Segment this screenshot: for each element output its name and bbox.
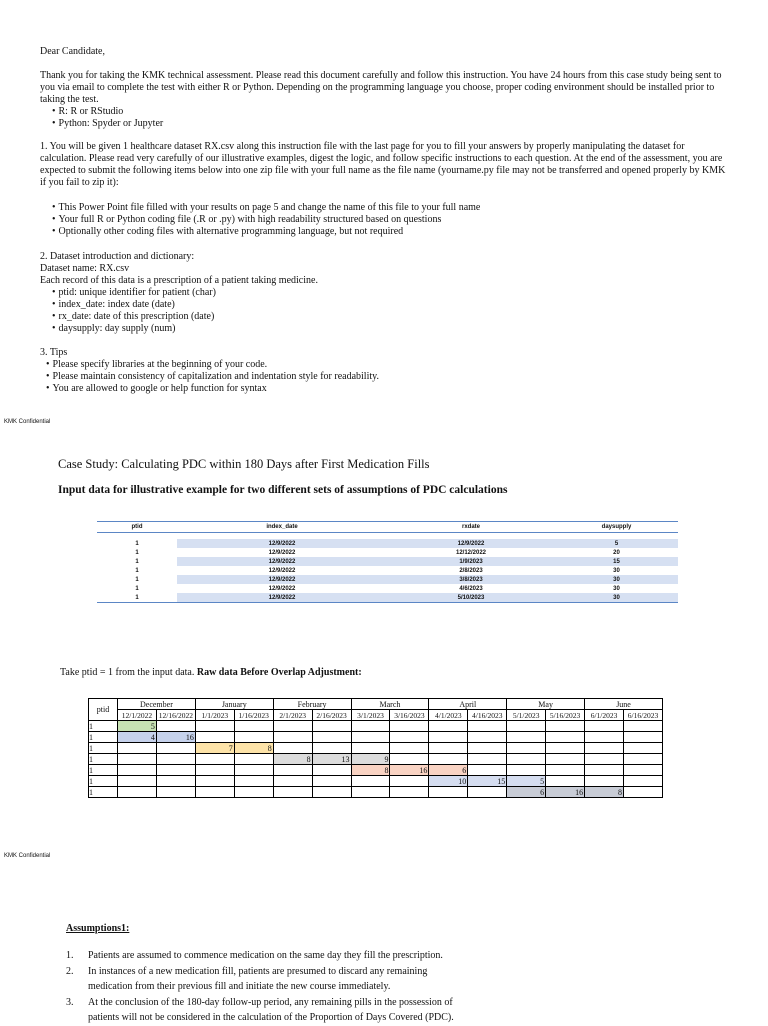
table-cell: 12/9/2022: [177, 539, 387, 548]
table-cell: 12/12/2022: [455, 549, 487, 556]
date-header: 6/1/2023: [585, 710, 624, 721]
coverage-cell: [156, 721, 195, 732]
coverage-cell: [429, 721, 468, 732]
month-header: March: [351, 699, 429, 710]
coverage-cell: 8: [585, 787, 624, 798]
confidential-label: KMK Confidential: [4, 419, 51, 425]
dataset-name: Dataset name: RX.csv: [40, 263, 130, 274]
list-item: • Please maintain consistency of capitalization and indentation style for readability.: [46, 371, 730, 383]
coverage-cell: [156, 754, 195, 765]
assumption-text: [88, 995, 454, 1026]
input-data-heading: Input data for illustrative example for two different sets of assumptions of PDC calculations: [58, 484, 508, 496]
coverage-cell: [273, 721, 312, 732]
input-data-table: [97, 521, 678, 603]
coverage-cell: [312, 743, 351, 754]
table-row: [97, 548, 678, 557]
ptid-cell: 1: [89, 721, 118, 732]
coverage-cell: [546, 732, 585, 743]
list-item: • Your full R or Python coding file (.R or .py) with high readability structured based on questions: [52, 214, 730, 226]
coverage-cell: [351, 787, 390, 798]
coverage-cell: [585, 776, 624, 787]
coverage-cell: 13: [312, 754, 351, 765]
list-item: • This Power Point file filled with your results on page 5 and change the name of this file to your full name: [52, 202, 730, 214]
list-item: • R: R or RStudio: [52, 106, 730, 118]
coverage-cell: [468, 765, 507, 776]
raw-data-heading: [60, 667, 362, 678]
coverage-cell: [468, 754, 507, 765]
date-header: 12/16/2022: [156, 710, 195, 721]
date-header: 1/1/2023: [195, 710, 234, 721]
calendar-row: [89, 721, 663, 732]
calendar-row: [89, 787, 663, 798]
list-item: • You are allowed to google or help function for syntax: [46, 383, 730, 395]
assumption-line: Patients are assumed to commence medication on the same day they fill the prescription.: [88, 950, 443, 961]
coverage-cell: [507, 765, 546, 776]
coverage-cell: [312, 776, 351, 787]
month-header: April: [429, 699, 507, 710]
coverage-cell: 6: [507, 787, 546, 798]
coverage-cell: 9: [351, 754, 390, 765]
month-header: February: [273, 699, 351, 710]
coverage-cell: 16: [390, 765, 429, 776]
coverage-cell: [273, 732, 312, 743]
coverage-cell: [234, 776, 273, 787]
coverage-cell: [195, 787, 234, 798]
coverage-cell: [156, 765, 195, 776]
table-cell: 5/10/2023: [387, 593, 555, 603]
coverage-cell: [546, 721, 585, 732]
table-cell: 5: [555, 539, 678, 548]
date-header: 4/1/2023: [429, 710, 468, 721]
coverage-cell: [546, 754, 585, 765]
case-study-title: Case Study: Calculating PDC within 180 Days after First Medication Fills: [58, 457, 430, 471]
table-cell: 1: [135, 585, 139, 592]
date-header: 5/1/2023: [507, 710, 546, 721]
table-row: [97, 566, 678, 575]
coverage-cell: 15: [468, 776, 507, 787]
table-cell: 3/8/2023: [387, 575, 555, 584]
table-cell: 4/6/2023: [459, 585, 483, 592]
ptid-header: ptid: [89, 699, 118, 721]
calendar-row: [89, 765, 663, 776]
coverage-cell: [468, 721, 507, 732]
date-header: 1/16/2023: [234, 710, 273, 721]
submit-items-list: [40, 202, 730, 238]
coverage-cell: [118, 754, 157, 765]
tips-list: [40, 359, 730, 395]
coverage-cell: [234, 787, 273, 798]
table-row: [97, 584, 678, 593]
table-row: [97, 557, 678, 566]
table-cell: 1: [135, 567, 139, 574]
table-cell: 1: [135, 576, 139, 583]
calendar-row: [89, 743, 663, 754]
coverage-cell: [429, 787, 468, 798]
month-header: December: [118, 699, 196, 710]
date-header: 2/16/2023: [312, 710, 351, 721]
table-row: [97, 575, 678, 584]
table-cell: 30: [555, 575, 678, 584]
table-cell: 20: [613, 549, 620, 556]
coverage-cell: [312, 787, 351, 798]
coverage-cell: [507, 754, 546, 765]
coverage-cell: [468, 787, 507, 798]
coverage-cell: [234, 765, 273, 776]
assumption-line: medication from their previous fill and initiate the new course immediately.: [88, 981, 391, 992]
coverage-cell: [195, 776, 234, 787]
coverage-cell: [273, 743, 312, 754]
section-3-title: 3. Tips: [40, 347, 68, 358]
calendar-row: [89, 776, 663, 787]
coverage-cell: [585, 721, 624, 732]
ptid-cell: 1: [89, 776, 118, 787]
date-header: 4/16/2023: [468, 710, 507, 721]
coverage-cell: [546, 743, 585, 754]
ptid-cell: 1: [89, 787, 118, 798]
coverage-cell: [623, 776, 662, 787]
coverage-cell: 8: [273, 754, 312, 765]
data-dictionary-list: [40, 287, 730, 335]
month-header: May: [507, 699, 585, 710]
calendar-row: [89, 732, 663, 743]
coverage-cell: 8: [234, 743, 273, 754]
coverage-cell: [390, 721, 429, 732]
coverage-cell: [390, 776, 429, 787]
coverage-cell: [351, 776, 390, 787]
date-header: 3/16/2023: [390, 710, 429, 721]
ptid-cell: 1: [89, 732, 118, 743]
table-cell: 1/9/2023: [387, 557, 555, 566]
coverage-cell: [351, 732, 390, 743]
coverage-cell: 7: [195, 743, 234, 754]
coverage-cell: [195, 732, 234, 743]
assumption-text: [88, 948, 443, 964]
table-cell: 12/9/2022: [177, 557, 387, 566]
assumption-text: [88, 964, 427, 995]
coverage-cell: [623, 721, 662, 732]
assumption-item: [66, 964, 506, 995]
assumption-line: patients will not be considered in the calculation of the Proportion of Days Covered (PDC).: [88, 1012, 454, 1023]
table-cell: 12/9/2022: [387, 539, 555, 548]
coverage-cell: [429, 732, 468, 743]
list-item: • Please specify libraries at the beginning of your code.: [46, 359, 730, 371]
assumptions-title: Assumptions1:: [66, 923, 130, 934]
coverage-cell: 8: [351, 765, 390, 776]
coverage-cell: [390, 787, 429, 798]
coverage-cell: [351, 721, 390, 732]
table-cell: 1: [135, 540, 139, 547]
coverage-cell: [195, 721, 234, 732]
ptid-cell: 1: [89, 765, 118, 776]
intro-paragraph: Thank you for taking the KMK technical assessment. Please read this document carefully and follow this instruction. You have 24 hours from this case study being sent to you via email to complete the test with either R or Python. Depending on the programming language you choose, proper coding environment should be installed prior to taking the test.: [40, 70, 722, 105]
assumption-item: [66, 995, 506, 1026]
coverage-cell: [273, 765, 312, 776]
table-cell: 30: [613, 567, 620, 574]
date-header: 2/1/2023: [273, 710, 312, 721]
coverage-cell: [234, 732, 273, 743]
coverage-cell: [585, 732, 624, 743]
assumptions-list: [66, 948, 506, 1026]
assumption-number: 2.: [66, 965, 74, 977]
coverage-cell: [429, 743, 468, 754]
coverage-cell: [390, 743, 429, 754]
confidential-label-2: KMK Confidential: [4, 853, 51, 859]
coverage-cell: [585, 743, 624, 754]
list-item: • Python: Spyder or Jupyter: [52, 118, 730, 130]
coverage-cell: [507, 732, 546, 743]
raw-heading-bold: Raw data Before Overlap Adjustment:: [196, 667, 362, 678]
coverage-cell: [156, 787, 195, 798]
list-item: • ptid: unique identifier for patient (char): [52, 287, 730, 299]
coverage-cell: [234, 721, 273, 732]
coverage-cell: [390, 732, 429, 743]
coverage-cell: [273, 787, 312, 798]
coverage-cell: [195, 754, 234, 765]
coverage-cell: [623, 765, 662, 776]
coverage-cell: [156, 776, 195, 787]
column-header: ptid: [97, 522, 177, 533]
coverage-cell: [623, 743, 662, 754]
coverage-cell: [507, 721, 546, 732]
coverage-cell: 5: [507, 776, 546, 787]
coverage-cell: [623, 787, 662, 798]
list-item: • daysupply: day supply (num): [52, 323, 730, 335]
table-cell: 12/9/2022: [177, 575, 387, 584]
table-cell: 12/9/2022: [268, 585, 296, 592]
coverage-cell: [156, 743, 195, 754]
coverage-cell: 10: [429, 776, 468, 787]
environment-list: [40, 106, 730, 130]
coverage-cell: [118, 776, 157, 787]
table-cell: 30: [555, 593, 678, 603]
assumption-line: At the conclusion of the 180-day follow-up period, any remaining pills in the possession of: [88, 996, 453, 1008]
list-item: • index_date: index date (date): [52, 299, 730, 311]
coverage-cell: [546, 776, 585, 787]
assumption-item: [66, 948, 506, 964]
coverage-cell: [195, 765, 234, 776]
coverage-cell: [273, 776, 312, 787]
table-cell: 1: [135, 549, 139, 556]
table-cell: 30: [613, 585, 620, 592]
coverage-cell: [546, 765, 585, 776]
coverage-cell: [118, 743, 157, 754]
coverage-cell: 5: [118, 721, 157, 732]
coverage-cell: [429, 754, 468, 765]
section-1-paragraph: 1. You will be given 1 healthcare dataset RX.csv along this instruction file with the last page for you to fill your answers by properly manipulating the dataset for calculation. Please read very carefully of our illustrative examples, digest the logic, and follow specific instructions to each question. At the end of the assessment, you are expected to submit the following items below into one zip file with your full name as the file name (yourname.py file may not be transferred and opened properly by KMK if you fail to zip it):: [40, 141, 726, 188]
coverage-cell: [623, 754, 662, 765]
coverage-cell: [118, 787, 157, 798]
assumption-number: 3.: [66, 996, 74, 1008]
coverage-cell: [507, 743, 546, 754]
list-item: • rx_date: date of this prescription (date): [52, 311, 730, 323]
coverage-cell: [312, 732, 351, 743]
month-header: January: [195, 699, 273, 710]
coverage-cell: 6: [429, 765, 468, 776]
coverage-cell: [585, 765, 624, 776]
table-row: [97, 593, 678, 603]
coverage-cell: [118, 765, 157, 776]
month-header: June: [585, 699, 663, 710]
record-description: Each record of this data is a prescription of a patient taking medicine.: [40, 275, 318, 286]
table-cell: 1: [97, 593, 177, 603]
coverage-cell: [390, 754, 429, 765]
coverage-cell: [468, 743, 507, 754]
instruction-letter: [40, 46, 730, 395]
column-header: daysupply: [555, 522, 678, 533]
table-row: [97, 539, 678, 548]
raw-heading-prefix: Take ptid = 1 from the input data.: [60, 667, 197, 678]
date-header: 3/1/2023: [351, 710, 390, 721]
column-header: index_date: [177, 522, 387, 533]
table-cell: 2/8/2023: [459, 567, 483, 574]
table-cell: 12/9/2022: [268, 567, 296, 574]
coverage-cell: [585, 754, 624, 765]
column-header: rxdate: [387, 522, 555, 533]
calendar-row: [89, 754, 663, 765]
ptid-cell: 1: [89, 754, 118, 765]
calendar-coverage-table: [88, 698, 663, 798]
coverage-cell: [312, 765, 351, 776]
date-header: 5/16/2023: [546, 710, 585, 721]
section-2-title: 2. Dataset introduction and dictionary:: [40, 251, 195, 262]
coverage-cell: [234, 754, 273, 765]
date-header: 6/16/2023: [623, 710, 662, 721]
coverage-cell: [351, 743, 390, 754]
table-cell: 1: [135, 558, 139, 565]
assumption-number: 1.: [66, 950, 74, 961]
coverage-cell: [468, 732, 507, 743]
coverage-cell: [623, 732, 662, 743]
date-header: 12/1/2022: [118, 710, 157, 721]
assumption-line: In instances of a new medication fill, patients are presumed to discard any remaining: [88, 965, 428, 977]
list-item: • Optionally other coding files with alternative programming language, but not required: [52, 226, 730, 238]
coverage-cell: 16: [156, 732, 195, 743]
table-cell: 12/9/2022: [177, 593, 387, 603]
coverage-cell: [312, 721, 351, 732]
table-cell: 12/9/2022: [268, 549, 296, 556]
table-cell: 15: [555, 557, 678, 566]
greeting: Dear Candidate,: [40, 46, 105, 57]
coverage-cell: 4: [118, 732, 157, 743]
coverage-cell: 16: [546, 787, 585, 798]
ptid-cell: 1: [89, 743, 118, 754]
